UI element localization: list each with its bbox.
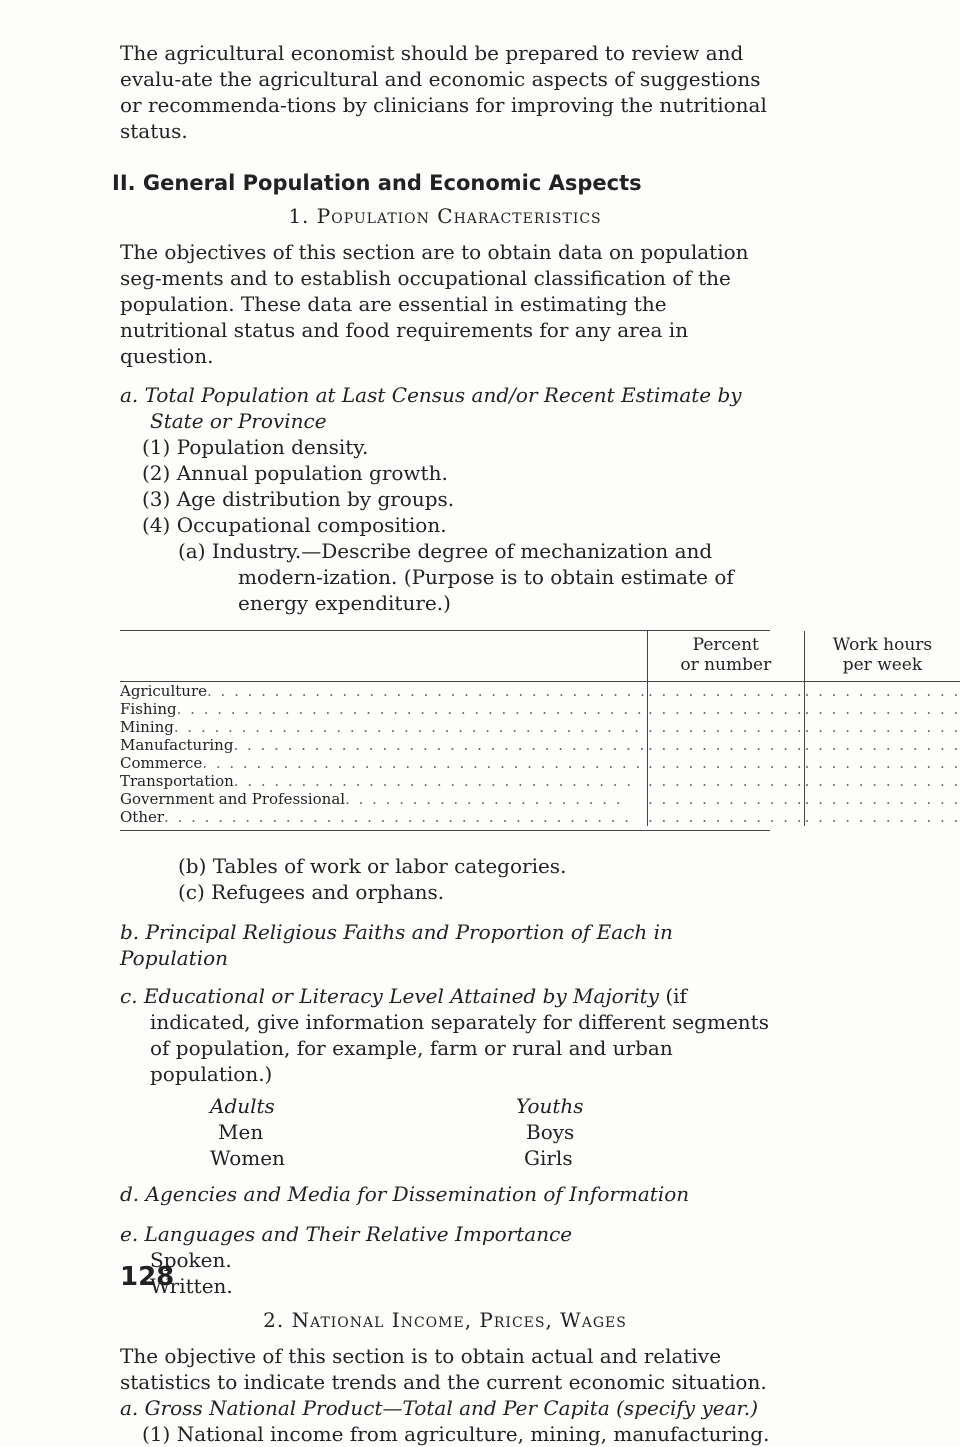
item-a2-1: (1) National income from agriculture, mining, manufacturing. — [142, 1422, 770, 1446]
table-row: Agriculture. . . . . . . . . . . . . . . . . . . . . . . . . . . . . . . . . . . . . . . . . . . . . . . . . . . . . . . . . — [120, 682, 960, 700]
table-row: Mining. . . . . . . . . . . . . . . . . . . . . . . . . . . . . . . . . . . . . . . . . . . . . . . . . . . . . . . . . . . — [120, 718, 960, 736]
row-label: Mining — [120, 718, 174, 736]
item-e-heading: e. Languages and Their Relative Importance — [120, 1222, 573, 1246]
item-b-heading: b. Principal Religious Faiths and Proportion of Each in Population — [120, 920, 673, 970]
row-label: Fishing — [120, 700, 177, 718]
edu-girls: Girls — [524, 1146, 573, 1170]
list-item: (3) Age distribution by groups. — [142, 487, 455, 511]
industry-note: (a) Industry.—Describe degree of mechanization and modern-ization. (Purpose is to obtain estimate of energy expenditure.) — [178, 539, 734, 615]
table-row: Commerce. . . . . . . . . . . . . . . . . . . . . . . . . . . . . . . . . . . . . . . . . . . . . . . . . . . . . . . . . — [120, 754, 960, 772]
item-c-paragraph — [120, 983, 770, 1087]
item-a-heading: a. Total Population at Last Census and/or Recent Estimate by State or Province — [120, 383, 742, 433]
sub-item-b: (b) Tables of work or labor categories. — [178, 854, 567, 878]
edu-adults: Adults — [210, 1094, 275, 1118]
row-label: Commerce — [120, 754, 203, 772]
item-c-note: (if indicated, give information separately for different segments of population, for example, farm or rural and urban population.) — [150, 984, 769, 1086]
objective-2-paragraph: The objective of this section is to obtain actual and relative statistics to indicate trends and the current economic situation. — [120, 1344, 767, 1394]
row-label: Government and Professional — [120, 790, 346, 808]
edu-youths: Youths — [516, 1094, 584, 1118]
table-row: Government and Professional. . . . . . . . . . . . . . . . . . . . . . . . . . . . . . . . . . . . . . . . . . . . . — [120, 790, 960, 808]
row-label: Manufacturing — [120, 736, 234, 754]
table-row: Fishing. . . . . . . . . . . . . . . . . . . . . . . . . . . . . . . . . . . . . . . . . . . . . . . . . . . . . . . . . . . — [120, 700, 960, 718]
spoken-item: Spoken. — [150, 1248, 232, 1272]
sub-item-c: (c) Refugees and orphans. — [178, 880, 445, 904]
population-list — [142, 434, 770, 538]
intro-paragraph: The agricultural economist should be prepared to review and evalu-ate the agricultural and economic aspects of suggestions or recommenda-tions by clinicians for improving the nutritional status. — [120, 41, 767, 143]
subsection-2-heading: 2. National Income, Prices, Wages — [263, 1308, 627, 1332]
edu-men: Men — [218, 1120, 264, 1144]
item-c-heading: c. Educational or Literacy Level Attained by Majority — [120, 984, 659, 1008]
written-item: Written. — [150, 1274, 233, 1298]
item-a2-heading: a. Gross National Product—Total and Per Capita (specify year.) — [120, 1396, 759, 1420]
education-table — [120, 1093, 770, 1173]
subsection-1-heading: 1. Population Characteristics — [288, 204, 602, 228]
list-item: (4) Occupational composition. — [142, 513, 447, 537]
list-item: (1) Population density. — [142, 435, 369, 459]
row-label: Other — [120, 808, 165, 826]
list-item: (2) Annual population growth. — [142, 461, 448, 485]
sub-items-bc — [178, 853, 770, 905]
col-header-hours: Work hours per week — [804, 631, 960, 682]
item-d-heading: d. Agencies and Media for Dissemination of Information — [120, 1182, 690, 1206]
objectives-paragraph: The objectives of this section are to obtain data on population seg-ments and to establish occupational classification of the population. These data are essential in estimating the nutritional status and food requirements for any area in question. — [120, 240, 749, 368]
table-row: Manufacturing. . . . . . . . . . . . . . . . . . . . . . . . . . . . . . . . . . . . . . . . . . . . . . . . . . . . . . . — [120, 736, 960, 754]
table-row: Transportation. . . . . . . . . . . . . . . . . . . . . . . . . . . . . . . . . . . . . . . . . . . . . . . . . . . . . . — [120, 772, 960, 790]
table-row: Other. . . . . . . . . . . . . . . . . . . . . . . . . . . . . . . . . . . . . . . . . . . . . . . . . . . . . . . . . . . — [120, 808, 960, 826]
document-page — [112, 40, 960, 1447]
section-heading: II. General Population and Economic Aspects — [112, 171, 642, 195]
edu-women: Women — [210, 1146, 285, 1170]
row-label: Agriculture — [120, 682, 207, 700]
edu-boys: Boys — [526, 1120, 575, 1144]
language-list — [150, 1247, 770, 1299]
row-label: Transportation — [120, 772, 234, 790]
page-number: 128 — [120, 1262, 175, 1292]
col-header-percent: Percent or number — [647, 631, 804, 682]
occupation-table — [120, 630, 960, 831]
